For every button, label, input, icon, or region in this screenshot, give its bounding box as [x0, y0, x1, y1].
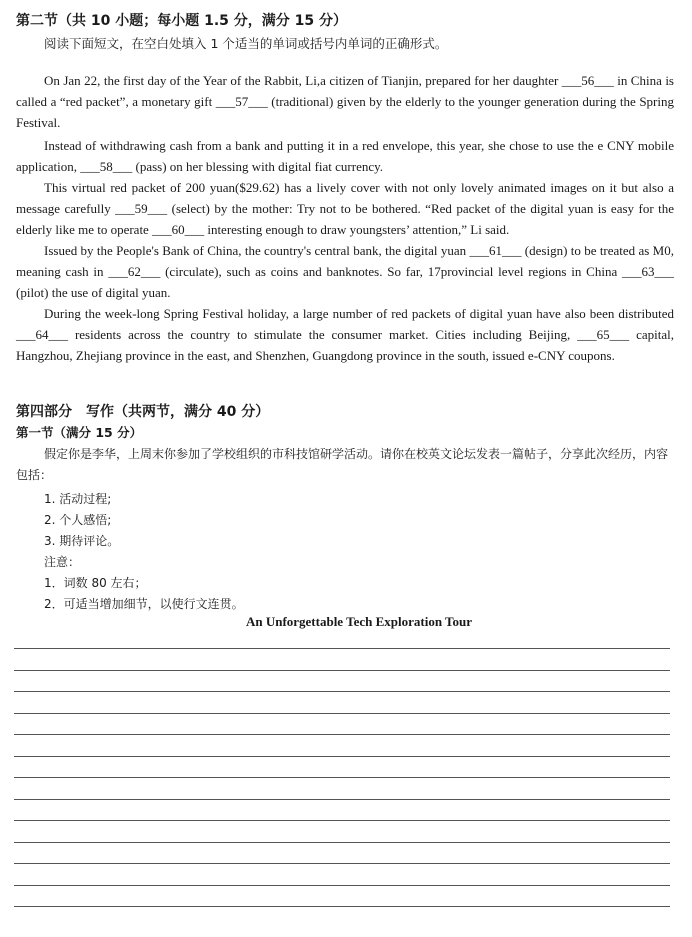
writing-line — [14, 756, 670, 757]
passage-paragraph: Instead of withdrawing cash from a bank and putting it in a red envelope, this year, she chose to use the e CNY mobile application, ___58___ (pass) on her blessing with digital fiat currency. — [16, 138, 674, 174]
writing-line — [14, 734, 670, 735]
writing-line — [14, 670, 670, 671]
writing-prompt: 假定你是李华，上周末你参加了学校组织的市科技馆研学活动。请你在校英文论坛发表一篇帖子，分享此次经历，内容包括： — [16, 447, 669, 482]
writing-line — [14, 842, 670, 843]
passage-paragraph: Issued by the People's Bank of China, the country's central bank, the digital yuan ___61___ (design) to be treated as M0, meaning cash in ___62___ (circulate), such as coins and banknotes. So far, 17provincial level regions in China ___63___ (pilot) the use of digital yuan. — [16, 243, 674, 300]
note-item: 1．词数 80 左右； — [44, 576, 147, 590]
part4-section1-title: 第一节（满分 15 分） — [16, 425, 143, 440]
passage-paragraph: This virtual red packet of 200 yuan($29.62) has a lively cover with not only lovely animated images on it but also a message carefully ___59___ (select) by the mother: Try not to be bothered. “Red packet of the digital yuan is easy for the elderly like me to operate ___60___ interesting enough to draw youngsters’ attention,” Li said. — [16, 180, 674, 237]
section2-title: 第二节（共 10 小题；每小题 1.5 分，满分 15 分） — [16, 13, 348, 29]
writing-line — [14, 648, 670, 649]
writing-line — [14, 906, 670, 907]
writing-line — [14, 799, 670, 800]
passage-paragraph: On Jan 22, the first day of the Year of the Rabbit, Li,a citizen of Tianjin, prepared for her daughter ___56___ in China is called a “red packet”, a monetary gift ___57___ (traditional) given by the elderly to the younger generation during the Spring Festival. — [16, 73, 674, 130]
writing-lines — [14, 648, 670, 928]
part4-title: 第四部分 写作（共两节，满分 40 分） — [16, 404, 270, 420]
writing-line — [14, 820, 670, 821]
writing-line — [14, 713, 670, 714]
content-point: 3. 期待评论。 — [44, 534, 120, 548]
content-point: 2. 个人感悟; — [44, 513, 112, 527]
notes-label: 注意： — [44, 555, 81, 569]
writing-line — [14, 777, 670, 778]
essay-title: An Unforgettable Tech Exploration Tour — [245, 614, 473, 629]
writing-line — [14, 885, 670, 886]
note-item: 2．可适当增加细节，以使行文连贯。 — [44, 597, 244, 611]
writing-line — [14, 691, 670, 692]
reading-passage — [16, 70, 674, 366]
writing-line — [14, 863, 670, 864]
content-point: 1. 活动过程; — [44, 492, 112, 506]
section2-instruction: 阅读下面短文，在空白处填入 1 个适当的单词或括号内单词的正确形式。 — [44, 36, 448, 51]
passage-paragraph: During the week-long Spring Festival holiday, a large number of red packets of digital yuan have also been distributed ___64___ residents across the country to stimulate the consumer market. Cities including Beijing, ___65___ capital, Hangzhou, Zhejiang province in the east, and Shenzhen, Guangdong province in the south, issued e-CNY coupons. — [16, 306, 674, 363]
